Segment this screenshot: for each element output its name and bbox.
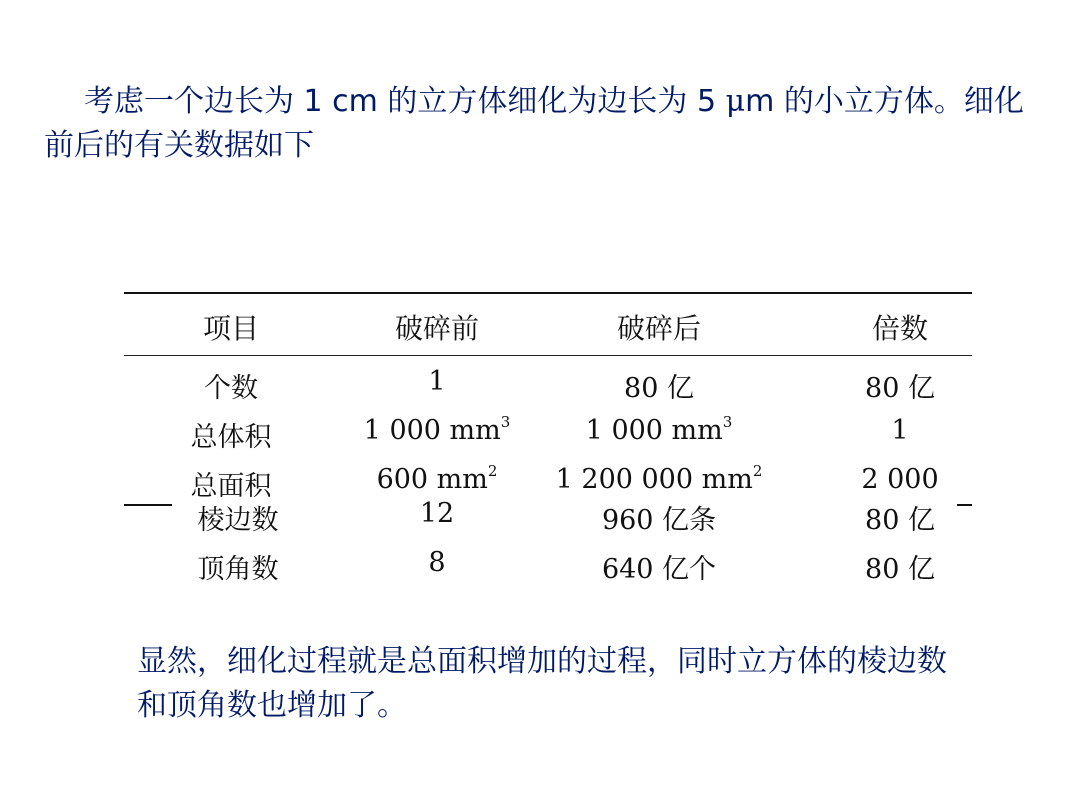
row-vertices-before: 8	[428, 547, 446, 578]
table-rule-fragment-left	[124, 504, 172, 506]
row-vertices-after: 640 亿个	[601, 554, 717, 585]
row-edges-item: 棱边数	[197, 505, 279, 536]
row-count-item: 个数	[204, 373, 258, 404]
row-count-before: 1	[428, 366, 446, 397]
row-edges-before: 12	[419, 498, 455, 529]
table-rule-fragment-right	[957, 504, 972, 506]
header-after: 破碎后	[616, 312, 702, 345]
conclusion-paragraph: 显然，细化过程就是总面积增加的过程，同时立方体的棱边数和顶角数也增加了。	[137, 644, 947, 723]
table-header-rule	[124, 355, 972, 356]
row-edges-ratio: 80 亿	[865, 505, 935, 536]
row-edges-after: 960 亿条	[601, 505, 717, 536]
row-area-item: 总面积	[190, 471, 272, 502]
row-count-after: 80 亿	[624, 373, 694, 404]
header-item: 项目	[202, 312, 260, 345]
row-volume-before: 1 000 $mm^3$	[363, 413, 511, 446]
intro-text-1: 考虑一个边长为 1 cm 的立方体细化为边长为 5	[84, 84, 726, 119]
header-before: 破碎前	[394, 312, 480, 345]
intro-text-2: m 的小立方体。细化前后的有关数据如下	[44, 84, 1024, 163]
row-area-ratio: 2 000	[861, 464, 939, 495]
table-top-rule	[124, 292, 972, 294]
micro-symbol: μ	[725, 84, 746, 119]
row-volume-item: 总体积	[190, 422, 272, 453]
header-ratio: 倍数	[871, 312, 929, 345]
data-table	[124, 290, 972, 590]
intro-paragraph	[44, 80, 1044, 168]
row-volume-after: 1 000 $mm^3$	[585, 413, 733, 446]
row-vertices-ratio: 80 亿	[865, 554, 935, 585]
row-count-ratio: 80 亿	[865, 373, 935, 404]
row-vertices-item: 顶角数	[197, 554, 279, 585]
row-area-after: 1 200 000 $mm^2$	[555, 462, 763, 495]
row-volume-ratio: 1	[891, 415, 909, 446]
row-area-before: 600 $mm^2$	[376, 462, 498, 495]
